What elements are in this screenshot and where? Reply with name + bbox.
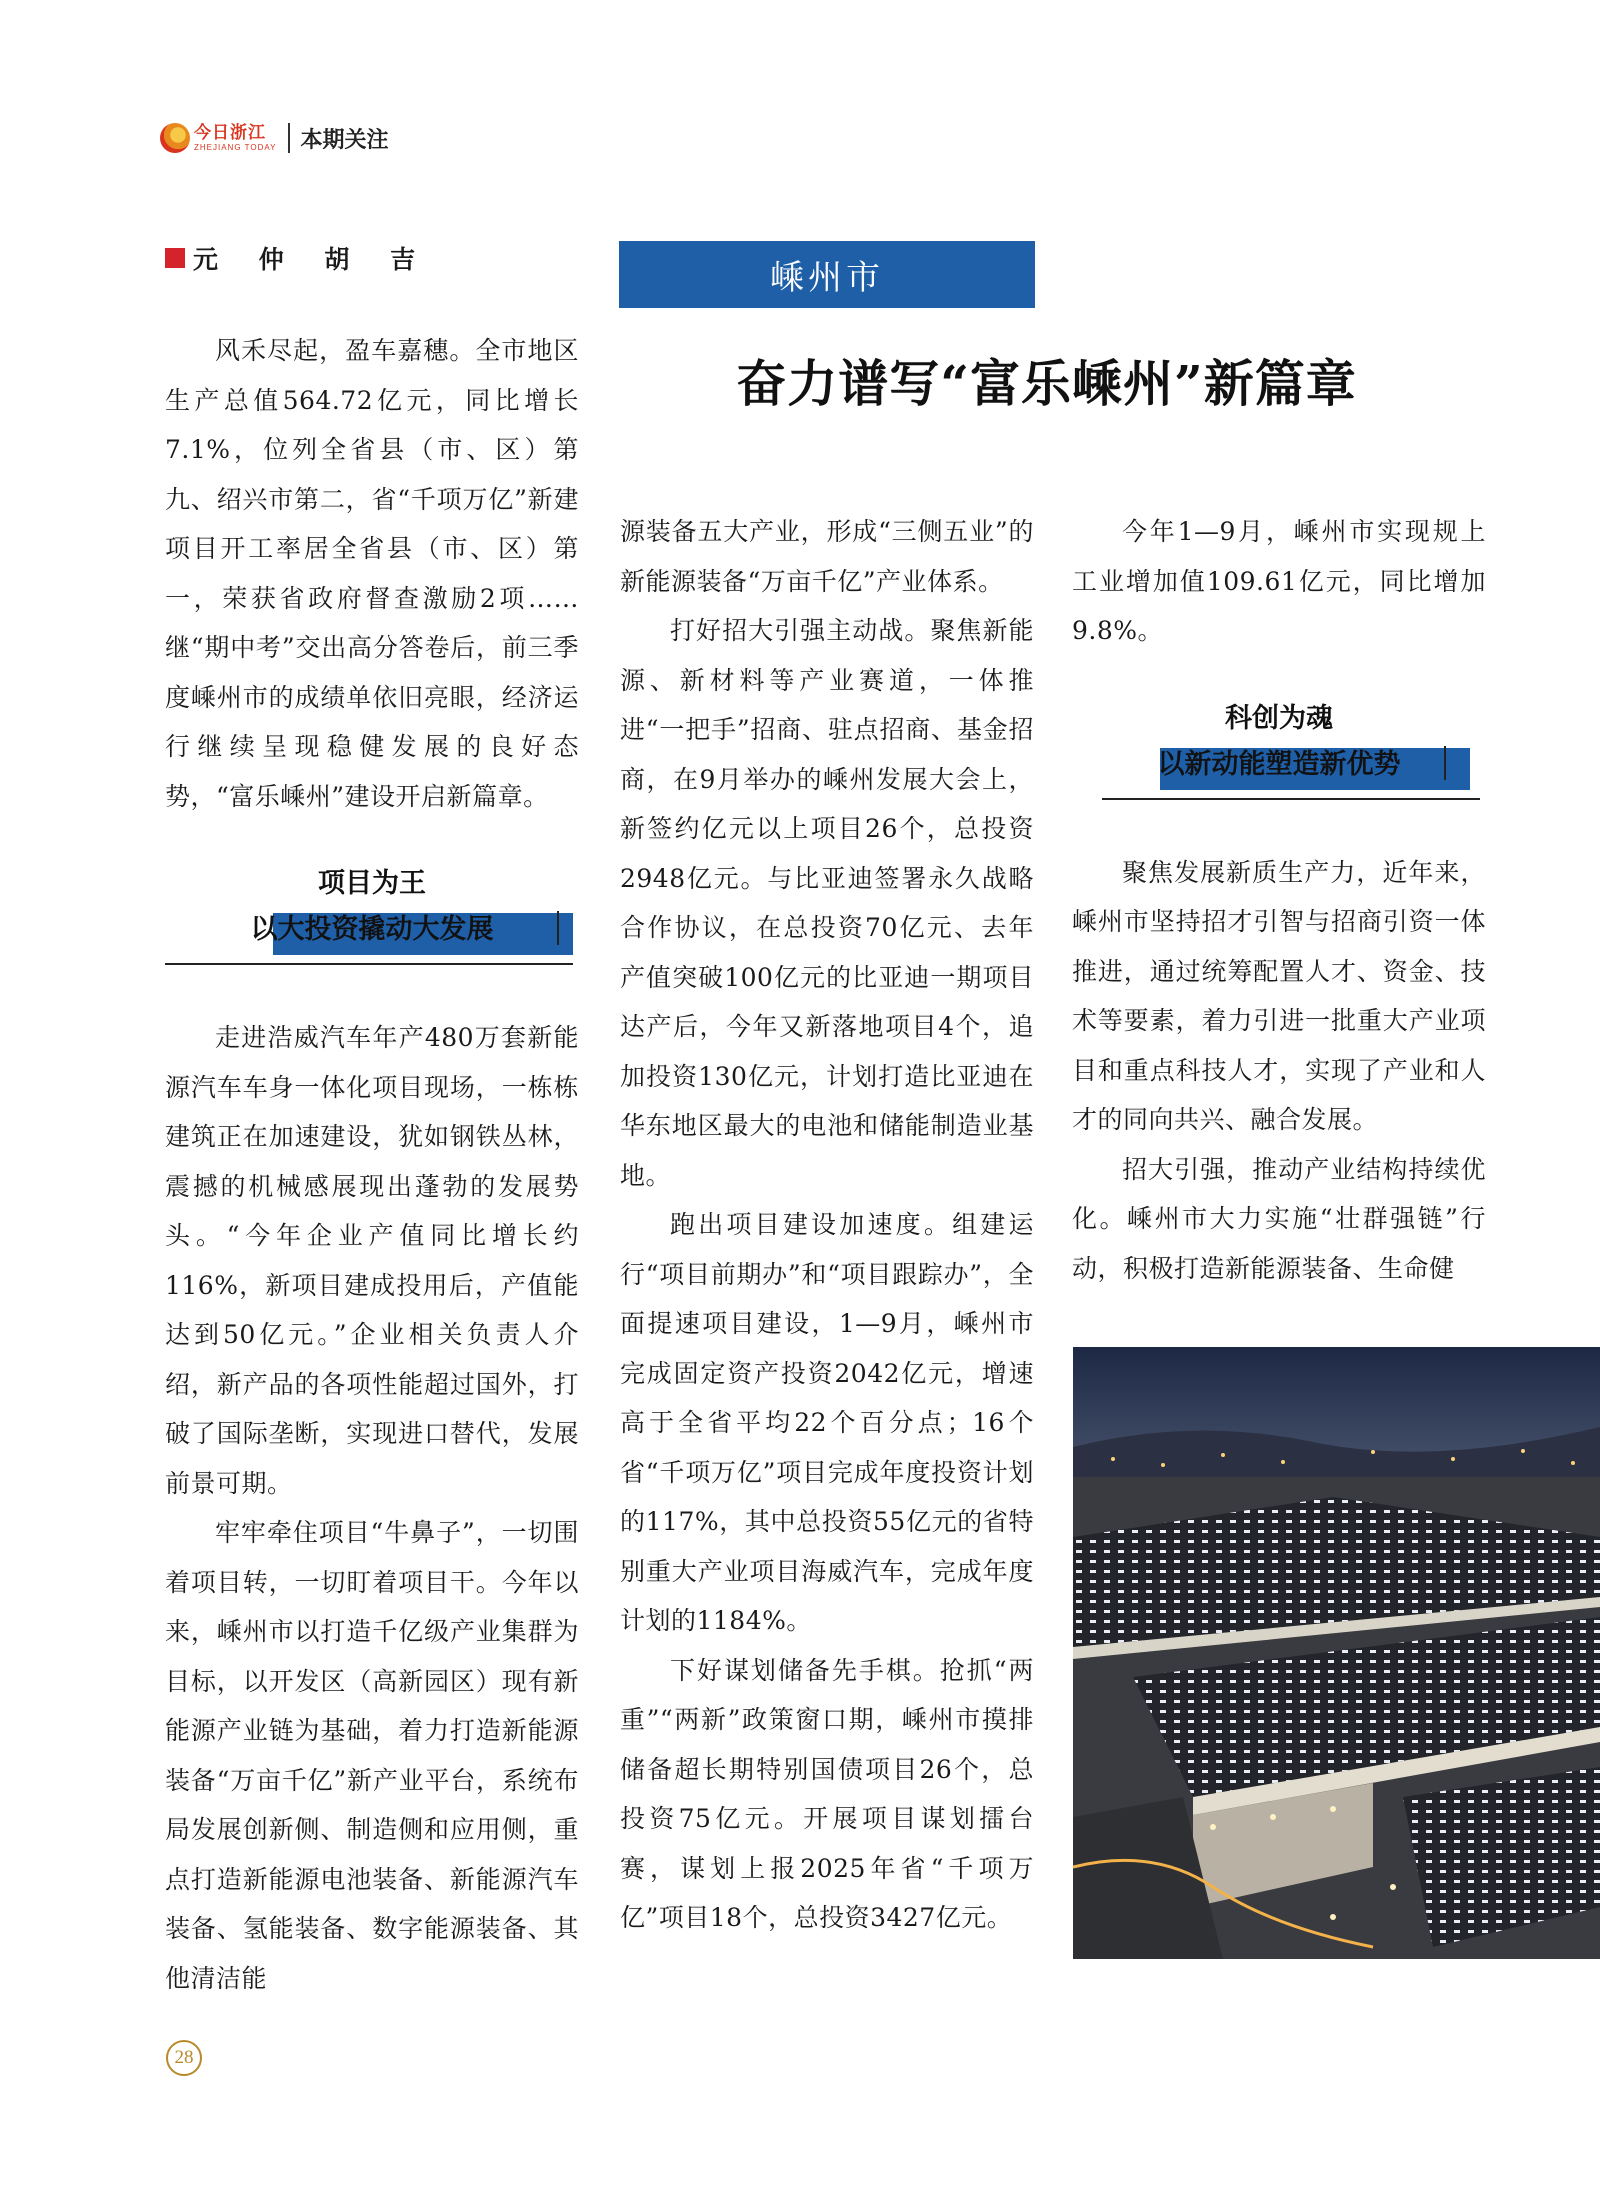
- header-divider: [288, 123, 290, 153]
- subheading-rule: [165, 963, 573, 965]
- logo-english-text: ZHEJIANG TODAY: [194, 142, 277, 152]
- byline-square-icon: [165, 248, 185, 268]
- subheading-line-1: 科创为魂: [1225, 702, 1333, 734]
- body-paragraph: 走进浩威汽车年产480万套新能源汽车车身一体化项目现场，一栋栋建筑正在加速建设，犹如钢铁丛林，震撼的机械感展现出蓬勃的发展势头。“今年企业产值同比增长约116%，新项目建成投用后，产值能达到50亿元。”企业相关负责人介绍，新产品的各项性能超过国外，打破了国际垄断，实现进口替代，发展前景可期。: [165, 1023, 579, 1498]
- subheading-projects: [165, 861, 579, 973]
- body-paragraph: 打好招大引强主动战。聚焦新能源、新材料等产业赛道，一体推进“一把手”招商、驻点招商、基金招商，在9月举办的嵊州发展大会上，新签约亿元以上项目26个，总投资2948亿元。与比亚迪签署永久战略合作协议，在总投资70亿元、去年产值突破100亿元的比亚迪一期项目达产后，今年又新落地项目4个，追加投资130亿元，计划打造比亚迪在华东地区最大的电池和储能制造业基地。: [620, 616, 1034, 1190]
- body-paragraph: 牢牢牵住项目“牛鼻子”，一切围着项目转，一切盯着项目干。今年以来，嵊州市以打造千亿级产业集群为目标，以开发区（高新园区）现有新能源产业链为基础，着力打造新能源装备“万亩千亿”新产业平台，系统布局发展创新侧、制造侧和应用侧，重点打造新能源电池装备、新能源汽车装备、氢能装备、数字能源装备、其他清洁能: [165, 1518, 579, 1993]
- subheading-rule: [1102, 798, 1480, 800]
- body-paragraph: 下好谋划储备先手棋。抢抓“两重”“两新”政策窗口期，嵊州市摸排储备超长期特别国债项目26个，总投资75亿元。开展项目谋划擂台赛，谋划上报2025年省“千项万亿”项目18个，总投资3427亿元。: [620, 1655, 1034, 1932]
- body-paragraph-continued: 源装备五大产业，形成“三侧五业”的新能源装备“万亩千亿”产业体系。: [620, 517, 1034, 596]
- logo-icon: [160, 123, 190, 153]
- column-2: [620, 507, 1034, 1943]
- industrial-park-photo: [1073, 1347, 1600, 1959]
- subheading-line-1: 项目为王: [318, 868, 426, 899]
- column-1: [165, 326, 579, 2003]
- city-banner: 嵊州市: [619, 241, 1035, 308]
- body-paragraph: 今年1—9月，嵊州市实现规上工业增加值109.61亿元，同比增加9.8%。: [1072, 517, 1486, 645]
- article-headline: 奋力谱写“富乐嵊州”新篇章: [736, 354, 1357, 413]
- body-paragraph: 招大引强，推动产业结构持续优化。嵊州市大力实施“壮群强链”行动，积极打造新能源装备、生命健: [1072, 1154, 1486, 1283]
- subheading-line-2: 以大投资撬动大发展: [250, 914, 494, 945]
- magazine-header: [160, 118, 388, 158]
- subheading-innovation: [1072, 696, 1486, 808]
- body-paragraph: 跑出项目建设加速度。组建运行“项目前期办”和“项目跟踪办”，全面提速项目建设，1—9月，嵊州市完成固定资产投资2042亿元，增速高于全省平均22个百分点；16个省“千项万亿”项目完成年度投资计划的117%，其中总投资55亿元的省特别重大产业项目海威汽车，完成年度计划的1184%。: [620, 1210, 1034, 1635]
- body-paragraph: 聚焦发展新质生产力，近年来，嵊州市坚持招才引智与招商引资一体推进，通过统筹配置人才、资金、技术等要素，着力引进一批重大产业项目和重点科技人才，实现了产业和人才的同向共兴、融合发展。: [1072, 857, 1486, 1134]
- byline: [165, 240, 431, 276]
- page-number: 28: [166, 2040, 202, 2076]
- section-name: 本期关注: [300, 127, 389, 153]
- column-3: [1072, 507, 1486, 1293]
- magazine-logo: [160, 123, 276, 153]
- logo-chinese-text: 今日浙江: [194, 122, 266, 143]
- intro-paragraph: 风禾尽起，盈车嘉穗。全市地区生产总值564.72亿元，同比增长7.1%，位列全省县（市、区）第九、绍兴市第二，省“千项万亿”新建项目开工率居全省县（市、区）第一，荣获省政府督查激励2项……继“期中考”交出高分答卷后，前三季度嵊州市的成绩单依旧亮眼，经济运行继续呈现稳健发展的良好态势，“富乐嵊州”建设开启新篇章。: [165, 336, 579, 811]
- subheading-line-2: 以新动能塑造新优势: [1157, 748, 1401, 780]
- author-names: 元 仲 胡 吉: [193, 245, 432, 274]
